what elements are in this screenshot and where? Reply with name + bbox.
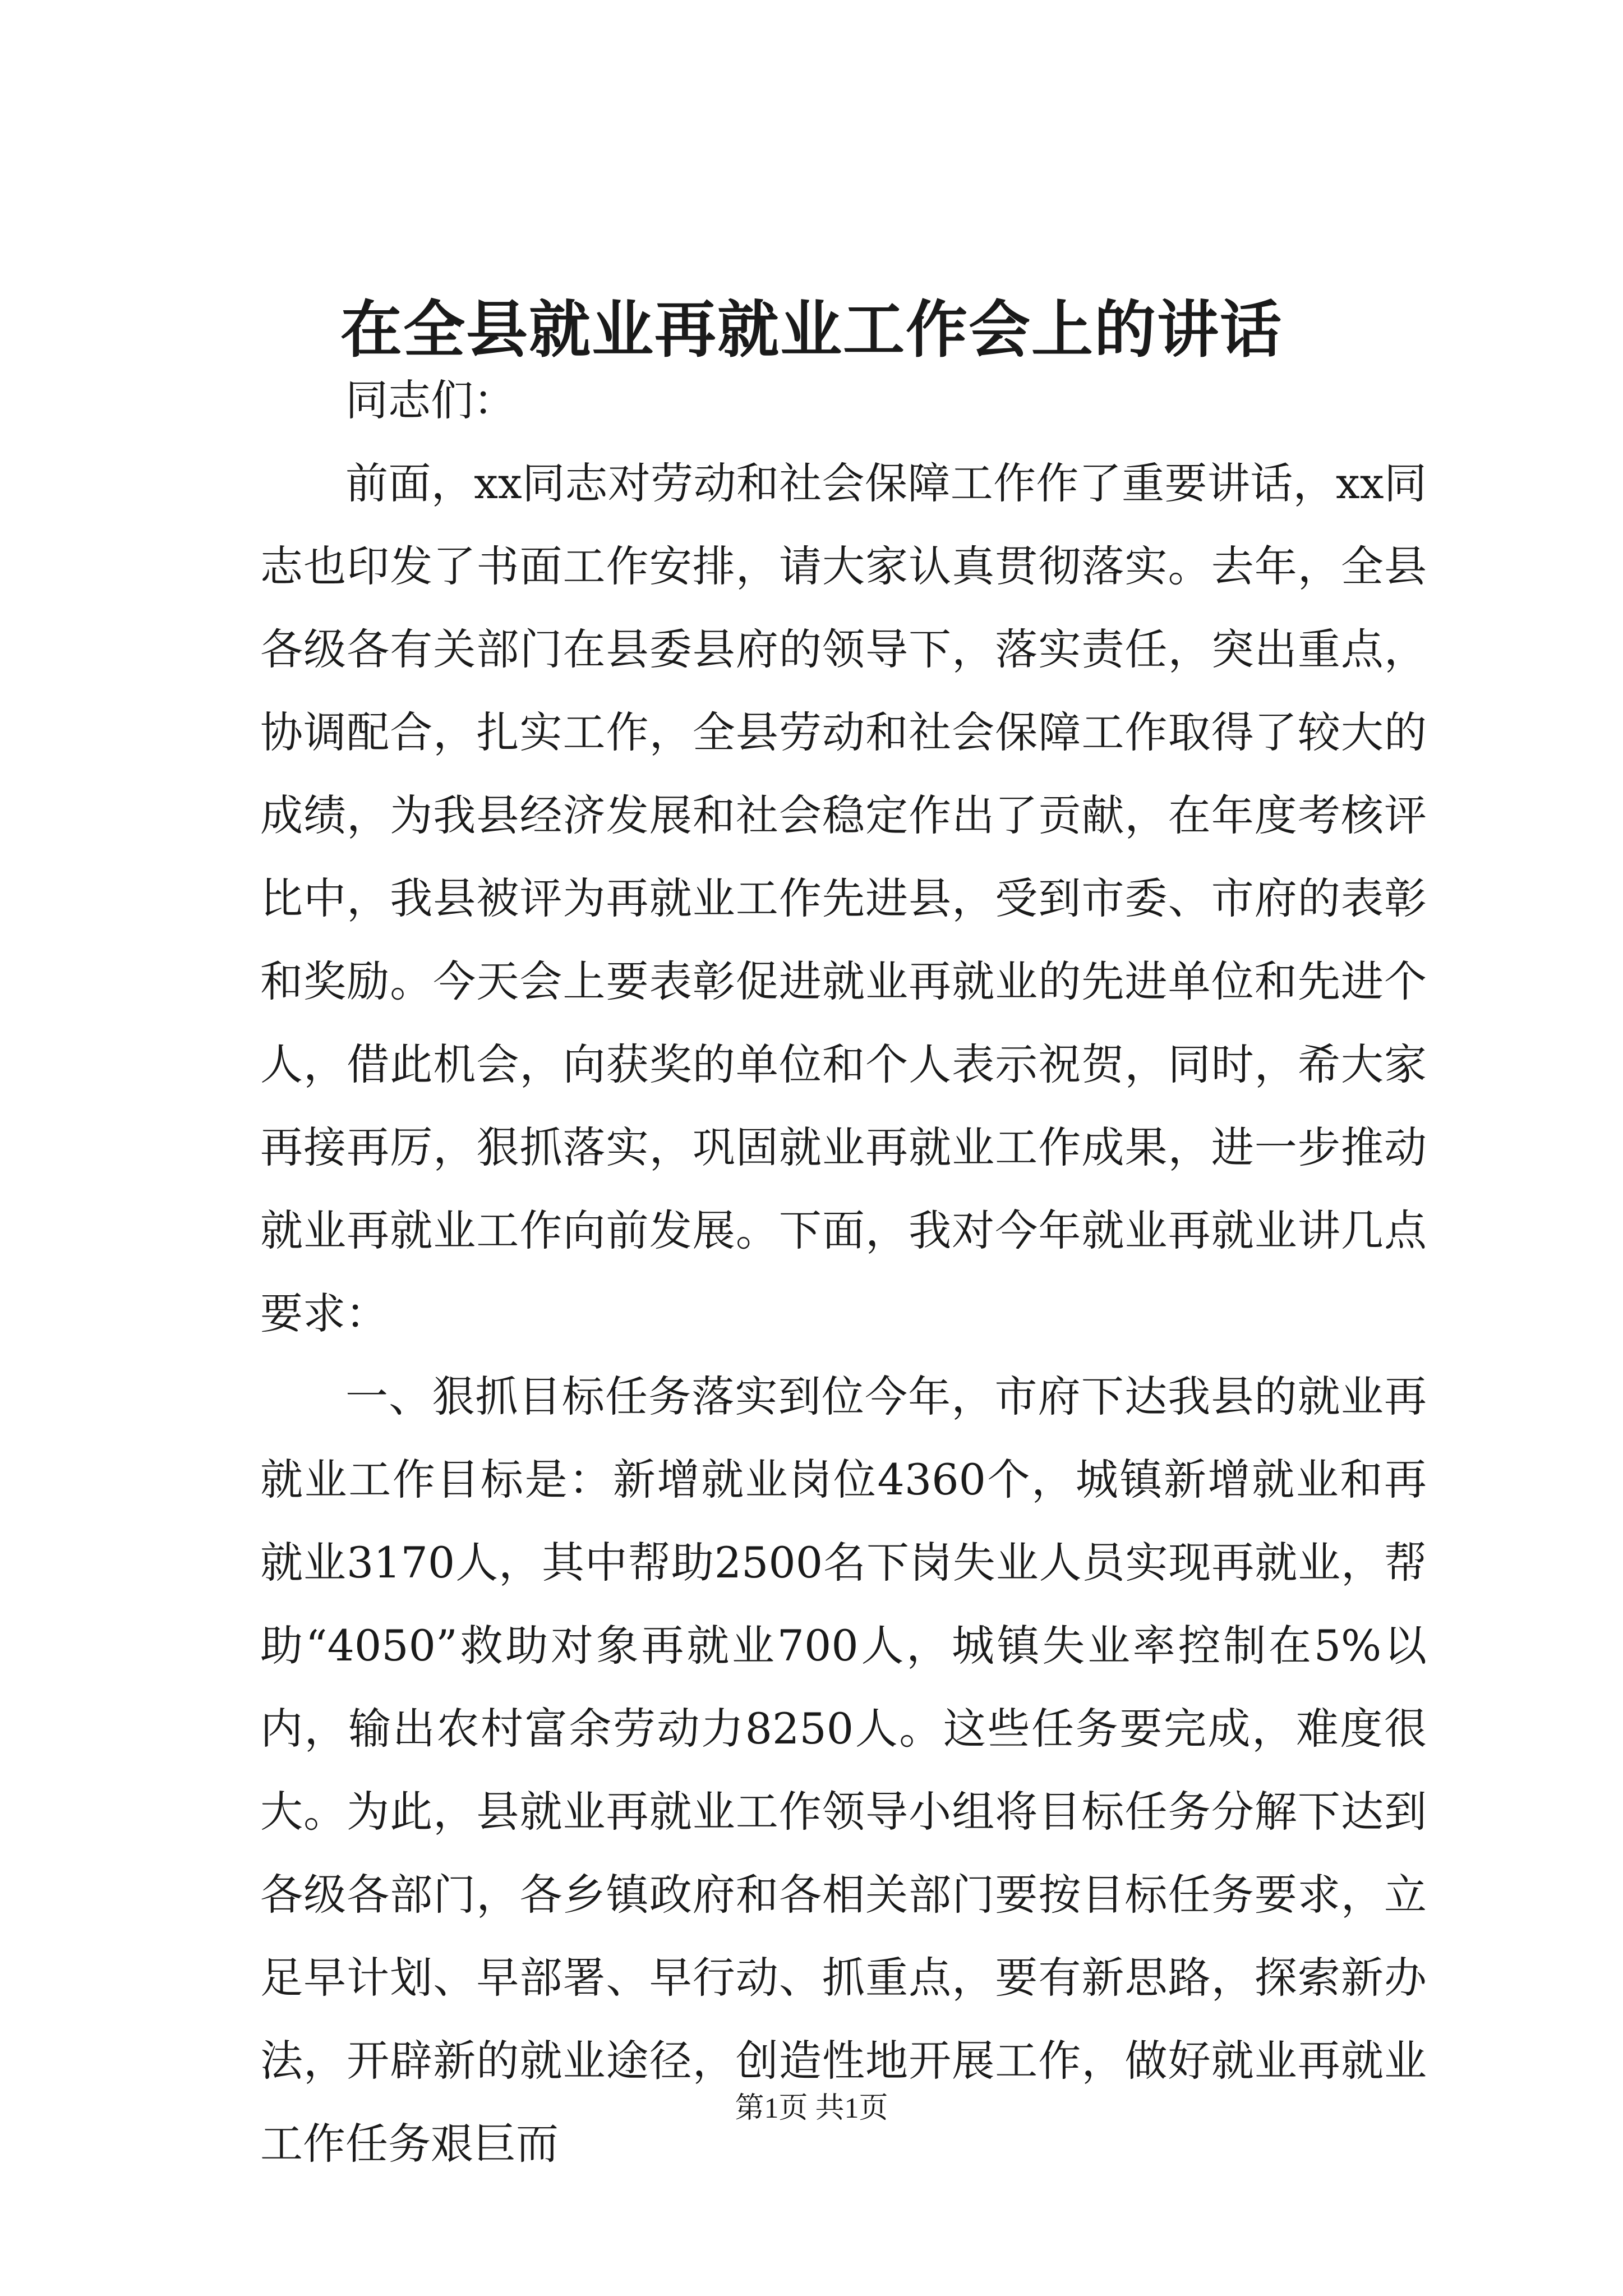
- page-footer: 第1页 共1页: [735, 2092, 888, 2124]
- salutation-paragraph: 同志们：: [345, 375, 516, 425]
- document-body: [260, 359, 1427, 2185]
- body-paragraph: 前面，xx同志对劳动和社会保障工作作了重要讲话，xx同志也印发了书面工作安排，请大家认真贯彻落实。去年，全县各级各有关部门在县委县府的领导下，落实责任，突出重点，协调配合，扎实工作，全县劳动和社会保障工作取得了较大的成绩，为我县经济发展和社会稳定作出了贡献，在年度考核评比中，我县被评为再就业工作先进县，受到市委、市府的表彰和奖励。今天会上要表彰促进就业再就业的先进单位和先进个人，借此机会，向获奖的单位和个人表示祝贺，同时，希大家再接再厉，狠抓落实，巩固就业再就业工作成果，进一步推动就业再就业工作向前发展。下面，我对今年就业再就业讲几点要求：: [260, 458, 1427, 1338]
- body-paragraph: 一、狠抓目标任务落实到位今年，市府下达我县的就业再就业工作目标是：新增就业岗位4360个，城镇新增就业和再就业3170人，其中帮助2500名下岗失业人员实现再就业，帮助“4050”救助对象再就业700人，城镇失业率控制在5%以内，输出农村富余劳动力8250人。这些任务要完成，难度很大。为此，县就业再就业工作领导小组将目标任务分解下达到各级各部门，各乡镇政府和各相关部门要按目标任务要求，立足早计划、早部署、早行动、抓重点，要有新思路，探索新办法，开辟新的就业途径，创造性地开展工作，做好就业再就业工作任务艰巨而: [260, 1372, 1427, 2169]
- document-title: 在全县就业再就业工作会上的讲话: [340, 293, 1283, 366]
